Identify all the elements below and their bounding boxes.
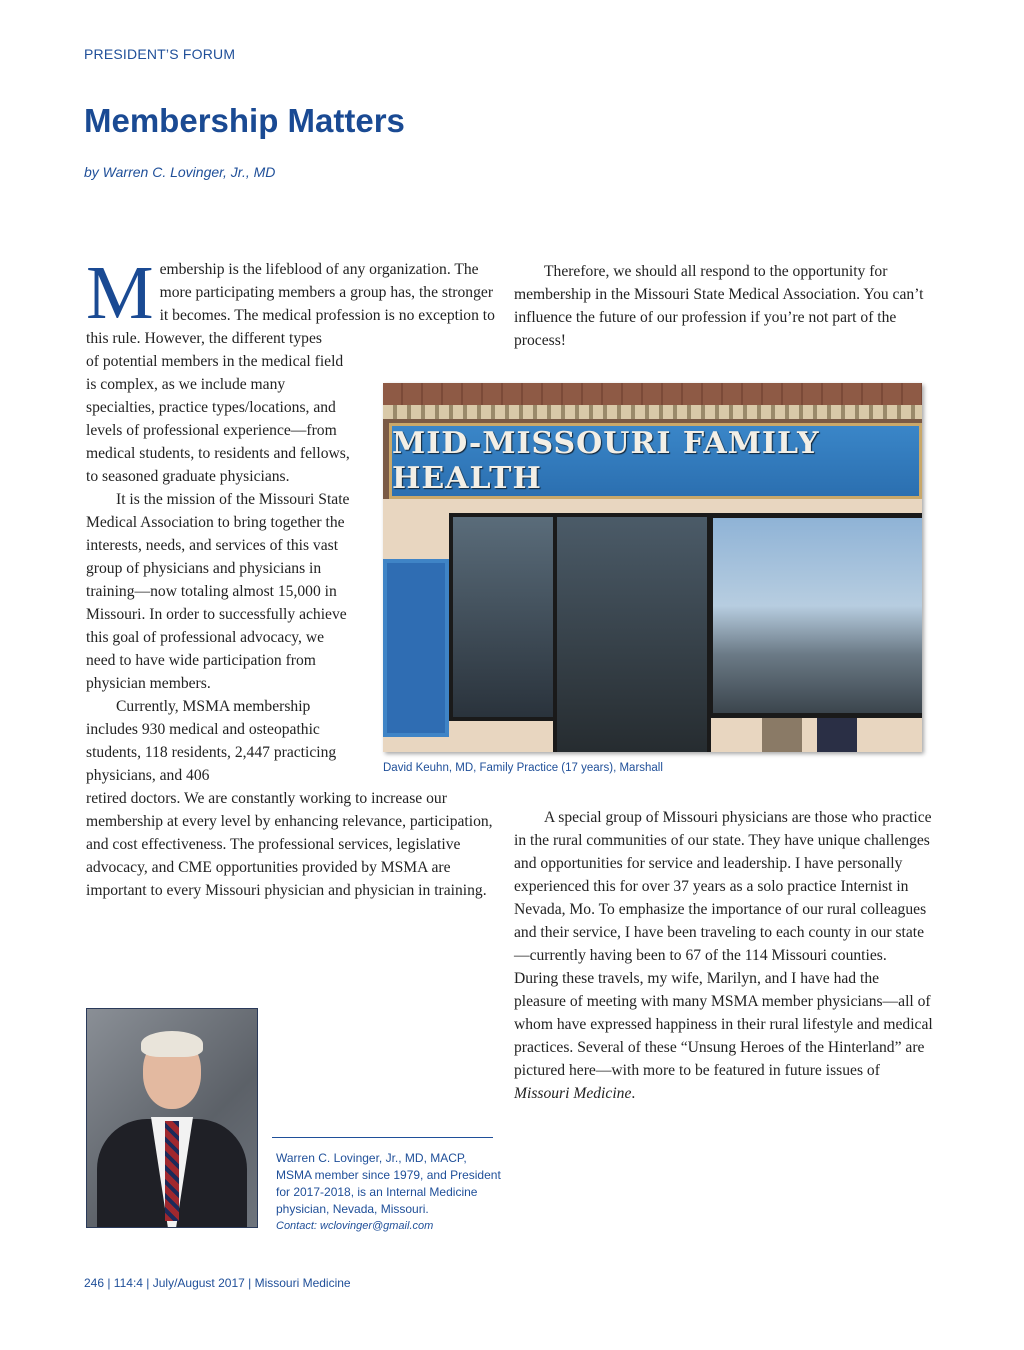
paragraph-3-narrow: Currently, MSMA membership includes 930 medical and osteopathic students, 118 residents, 2,447 practicing physicians, and 406 (86, 698, 337, 784)
journal-name: Missouri Medicine (514, 1085, 632, 1102)
section-label: PRESIDENT’S FORUM (84, 46, 236, 62)
byline: by Warren C. Lovinger, Jr., MD (84, 164, 276, 180)
page-footer: 246 | 114:4 | July/August 2017 | Missouri Medicine (84, 1276, 351, 1290)
right-column-top (514, 260, 934, 352)
clinic-photo (383, 383, 922, 752)
paragraph-5-end: . (631, 1085, 636, 1102)
left-window (449, 513, 557, 721)
entryway (553, 513, 711, 752)
right-column-bottom (514, 806, 934, 1105)
paragraph-1-lead (86, 251, 496, 350)
portrait-tie (165, 1121, 179, 1221)
paragraph-5 (514, 806, 934, 1105)
article-title: Membership Matters (84, 102, 405, 139)
clinic-sign (389, 423, 922, 499)
bio-contact: Contact: wclovinger@gmail.com (276, 1220, 434, 1232)
portrait-hair (141, 1031, 203, 1057)
drop-cap: M (86, 251, 154, 335)
paragraph-1-rest: of potential members in the medical field is complex, as we include many specialties, practice types/locations, and levels of professional experience—from medical students, to residents and fellows, to seasoned graduate physicians. (86, 353, 350, 485)
bio-divider (272, 1137, 493, 1138)
bio-text: Warren C. Lovinger, Jr., MD, MACP, MSMA member since 1979, and President for 2017-2018, is an Internal Medicine physician, Nevada, Missouri. (276, 1151, 501, 1216)
paragraph-1-lead-text: embership is the lifeblood of any organization. The more participating members a group has, the stronger it becomes. The medical profession is no exception to this rule. However, the different types (86, 261, 495, 347)
paragraph-5-text: A special group of Missouri physicians are those who practice in the rural communities of our state. They have unique challenges and opportunities for service and leadership. I have personally experienced this for over 37 years as a solo practice Internist in Nevada, Mo. To emphasize the importance of our rural colleagues and their service, I have been traveling to each county in our state—currently having been to 67 of the 114 Missouri counties. During these travels, my wife, Marilyn, and I have had the pleasure of meeting with many MSMA member physicians—all of whom have expressed happiness in their rural lifestyle and medical practices. Several of these “Unsung Heroes of the Hinterland” are pictured here—with more to be featured in future issues of (514, 809, 933, 1079)
paragraph-3-rest: retired doctors. We are constantly working to increase our membership at every level by enhancing relevance, participation, and cost effectiveness. The professional services, legislative advocacy, and CME opportunities provided by MSMA are important to every Missouri physician and physician in training. (86, 790, 493, 899)
paragraph-2: It is the mission of the Missouri State Medical Association to bring together the interests, needs, and services of this vast group of physicians and physicians in training—now totaling almost 15,000 in Missouri. In order to successfully achieve this goal of professional advocacy, we need to have wide participation from physician members. (86, 491, 350, 692)
cornice (383, 405, 922, 419)
blue-door (383, 559, 449, 737)
author-portrait (86, 1008, 258, 1228)
clinic-sign-text: MID-MISSOURI FAMILY HEALTH (392, 426, 820, 496)
right-window (708, 513, 922, 718)
photo-caption: David Keuhn, MD, Family Practice (17 years), Marshall (383, 762, 663, 774)
paragraph-4: Therefore, we should all respond to the opportunity for membership in the Missouri State Medical Association. You can’t influence the future of our profession if you’re not part of the process! (514, 263, 924, 349)
author-bio (276, 1150, 501, 1235)
